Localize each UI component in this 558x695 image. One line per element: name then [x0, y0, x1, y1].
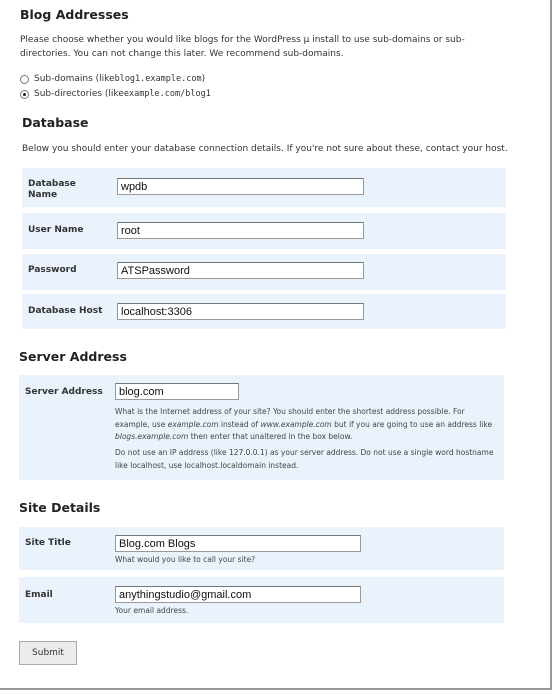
db-password-input[interactable]: ATSPassword: [117, 262, 364, 279]
email-input[interactable]: anythingstudio@gmail.com: [115, 586, 361, 603]
radio-subdomains-suffix: ): [201, 74, 206, 84]
site-title-label: Site Title: [25, 538, 71, 548]
db-user-input[interactable]: root: [117, 222, 364, 239]
db-password-label: Password: [28, 265, 77, 275]
help-text: What is the Internet address of your site? You should enter the shortest address possible. For example, use: [115, 407, 465, 429]
radio-button-icon[interactable]: [20, 75, 29, 84]
database-intro: Below you should enter your database connection details. If you're not sure about these, contact your host.: [22, 144, 508, 154]
db-name-row: [22, 168, 506, 207]
help-text: instead of: [218, 419, 261, 429]
help-example: example.com: [167, 419, 219, 429]
email-label: Email: [25, 590, 53, 600]
db-password-row: [22, 254, 506, 290]
blog-addresses-intro: Please choose whether you would like blogs for the WordPress µ install to use sub-domains or sub-directories. You can not change this later. We recommend sub-domains.: [20, 35, 465, 59]
radio-subdomains[interactable]: [20, 72, 205, 86]
help-text: but if you are going to use an address like: [331, 419, 493, 429]
site-title-row: [19, 527, 504, 570]
email-row: [19, 577, 504, 623]
radio-subdomains-label: Sub-domains (like: [34, 74, 115, 84]
db-user-label: User Name: [28, 225, 84, 235]
help-example: blogs.example.com: [115, 432, 189, 441]
radio-subdirectories-label: Sub-directories (like: [34, 89, 124, 99]
help-example: www.example.com: [260, 419, 332, 429]
server-address-heading: Server Address: [19, 349, 127, 364]
submit-button[interactable]: Submit: [19, 641, 77, 665]
server-address-label: Server Address: [25, 387, 103, 397]
db-host-input[interactable]: localhost:3306: [117, 303, 364, 320]
server-address-help: [115, 406, 495, 444]
radio-subdirectories[interactable]: [20, 87, 211, 101]
database-heading: Database: [22, 115, 89, 130]
server-address-input[interactable]: blog.com: [115, 383, 239, 400]
blog-addresses-heading: Blog Addresses: [20, 7, 129, 22]
db-user-row: [22, 213, 506, 249]
db-name-input[interactable]: wpdb: [117, 178, 364, 195]
site-title-help: What would you like to call your site?: [115, 555, 256, 564]
db-host-label: Database Host: [28, 306, 103, 316]
radio-subdomains-example: blog1.example.com: [114, 74, 202, 84]
server-address-row: [19, 375, 504, 480]
server-address-help-2: Do not use an IP address (like 127.0.0.1) as your server address. Do not use a single word hostname like localhost, use localhost.localdomain instead.: [115, 448, 494, 470]
help-text: then enter that unaltered in the box below.: [188, 432, 353, 441]
db-host-row: [22, 294, 506, 329]
email-help: Your email address.: [115, 606, 189, 615]
site-title-input[interactable]: Blog.com Blogs: [115, 535, 361, 552]
radio-button-checked-icon[interactable]: [20, 90, 29, 99]
site-details-heading: Site Details: [19, 500, 101, 515]
db-name-label: Database Name: [28, 179, 76, 200]
radio-subdirectories-example: example.com/blog1: [123, 89, 211, 99]
